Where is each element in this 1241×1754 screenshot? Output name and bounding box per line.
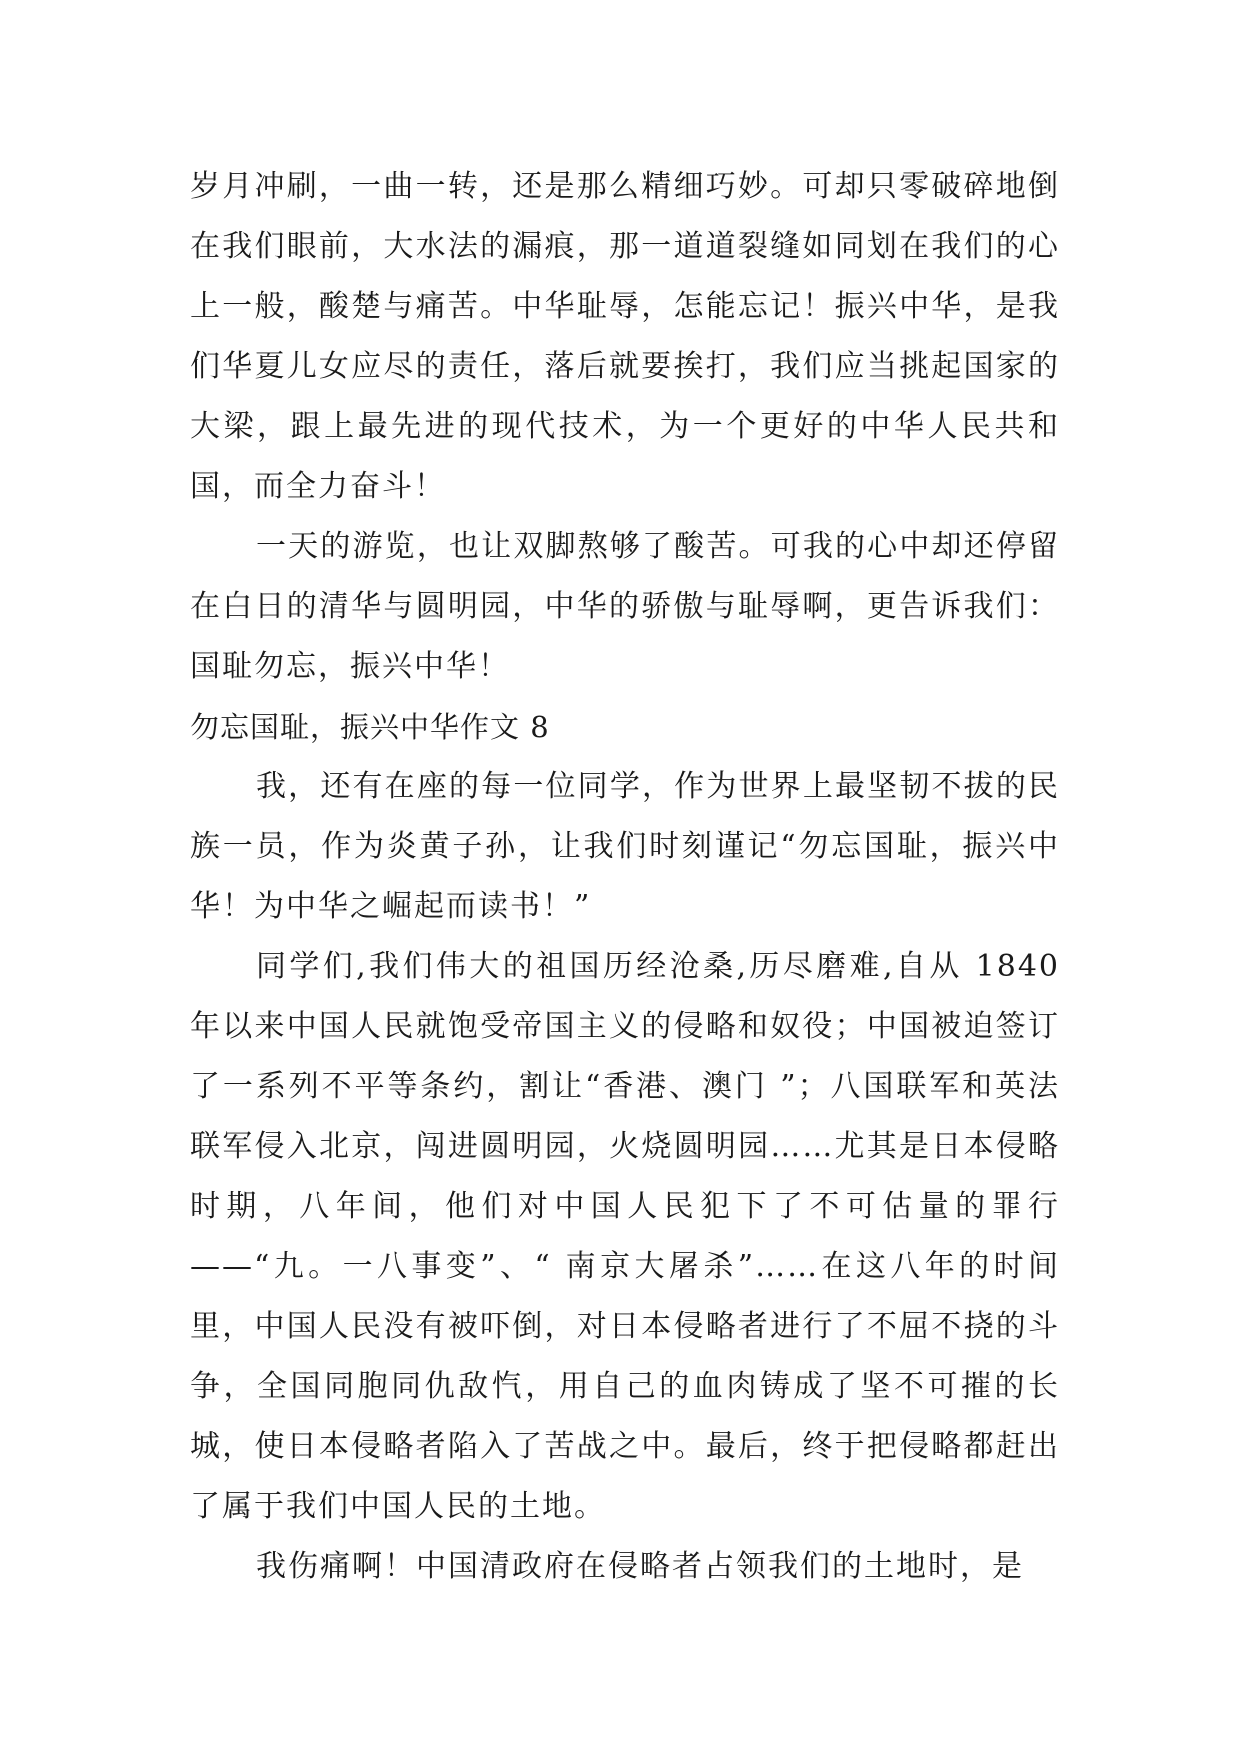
paragraph-3: 我，还有在座的每一位同学，作为世界上最坚韧不拔的民族一员，作为炎黄子孙，让我们时刻谨记“勿忘国耻，振兴中华！为中华之崛起而读书！” — [190, 769, 1060, 924]
paragraph-1: 岁月冲刷，一曲一转，还是那么精细巧妙。可却只零破碎地倒在我们眼前，大水法的漏痕，那一道道裂缝如同划在我们的心上一般，酸楚与痛苦。中华耻辱，怎能忘记！振兴中华，是我们华夏儿女应尽的责任，落后就要挨打，我们应当挑起国家的大梁，跟上最先进的现代技术，为一个更好的中华人民共和国，而全力奋斗！ — [190, 169, 1060, 504]
paragraph-5: 我伤痛啊！中国清政府在侵略者占领我们的土地时，是 — [256, 1549, 1024, 1584]
paragraph-2: 一天的游览，也让双脚熬够了酸苦。可我的心中却还停留在白日的清华与圆明园，中华的骄傲与耻辱啊，更告诉我们：国耻勿忘，振兴中华！ — [190, 529, 1060, 684]
document-body — [190, 157, 1060, 1597]
paragraph-4: 同学们,我们伟大的祖国历经沧桑,历尽磨难,自从 1840 年以来中国人民就饱受帝国主义的侵略和奴役；中国被迫签订了一系列不平等条约，割让“香港、澳门 ”；八国联军和英法联军侵入北京，闯进圆明园，火烧圆明园……尤其是日本侵略时期，八年间，他们对中国人民犯下了不可估量的罪行——“九。一八事变”、“ 南京大屠杀”……在这八年的时间里，中国人民没有被吓倒，对日本侵略者进行了不屈不挠的斗争，全国同胞同仇敌忾，用自己的血肉铸成了坚不可摧的长城，使日本侵略者陷入了苦战之中。最后，终于把侵略都赶出了属于我们中国人民的土地。 — [190, 949, 1060, 1524]
essay-heading: 勿忘国耻，振兴中华作文 8 — [190, 710, 550, 744]
